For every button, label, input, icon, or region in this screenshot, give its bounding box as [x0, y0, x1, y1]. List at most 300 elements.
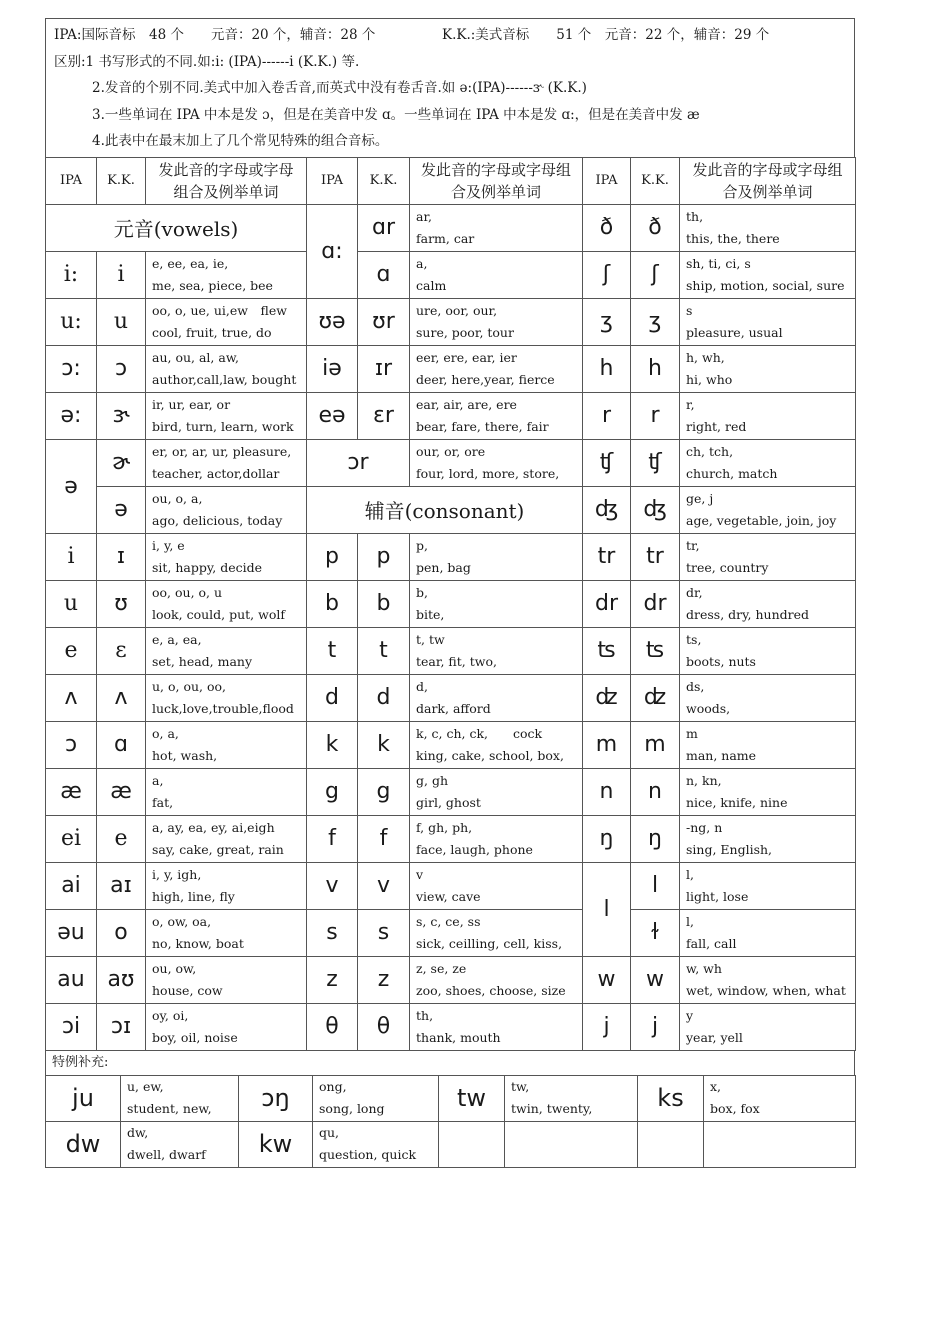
example-cell: [680, 580, 856, 627]
example-cell: [146, 627, 307, 674]
example-words: this, the, there: [686, 230, 780, 246]
ipa-symbol: ɔi: [46, 1003, 97, 1050]
ipa-symbol: e: [46, 627, 97, 674]
example-words: cool, fruit, true, do: [152, 324, 272, 340]
example-words: question, quick: [319, 1147, 417, 1162]
ipa-symbol: ɔ:: [46, 345, 97, 392]
example-cell: [505, 1075, 638, 1121]
example-words: bite,: [416, 606, 445, 622]
kk-symbol: ð: [631, 204, 680, 251]
letter-combos: er, or, ar, ur, pleasure,: [152, 443, 292, 459]
letter-combos: oo, o, ue, ui,ew flew: [152, 302, 287, 318]
example-words: ship, motion, social, sure: [686, 277, 845, 293]
example-words: tear, fit, two,: [416, 653, 497, 669]
example-words: bear, fare, there, fair: [416, 418, 549, 434]
letter-combos: a,: [416, 255, 428, 271]
example-words: tree, country: [686, 559, 769, 575]
kk-symbol: ŋ: [631, 815, 680, 862]
ipa-symbol: j: [583, 1003, 631, 1050]
example-cell: [146, 862, 307, 909]
example-words: set, head, many: [152, 653, 253, 669]
ipa-symbol: h: [583, 345, 631, 392]
table-row: [46, 768, 856, 815]
example-words: wet, window, when, what: [686, 982, 846, 998]
example-cell: [146, 439, 307, 486]
example-words: light, lose: [686, 888, 749, 904]
combo-symbol: ju: [46, 1075, 121, 1121]
example-cell: [410, 627, 583, 674]
ipa-symbol: g: [307, 768, 358, 815]
example-cell: [410, 392, 583, 439]
example-words: four, lord, more, store,: [416, 465, 560, 481]
empty-cell: [704, 1121, 856, 1167]
letter-combos: our, or, ore: [416, 443, 486, 459]
letter-combos: au, ou, al, aw,: [152, 349, 240, 365]
intro-notes: [45, 18, 855, 157]
table-row: [46, 909, 856, 956]
example-cell: [146, 345, 307, 392]
letter-combos: ear, air, are, ere: [416, 396, 517, 412]
ipa-symbol: θ: [307, 1003, 358, 1050]
example-cell: [410, 862, 583, 909]
letter-combos: a, ay, ea, ey, ai,eigh: [152, 819, 275, 835]
table-row: [46, 580, 856, 627]
example-cell: [410, 298, 583, 345]
kk-symbol: ə: [97, 486, 146, 533]
kk-symbol: ʦ: [631, 627, 680, 674]
letter-combos: -ng, n: [686, 819, 723, 835]
letter-combos: ds,: [686, 678, 705, 694]
example-words: year, yell: [686, 1029, 743, 1045]
kk-symbol: o: [97, 909, 146, 956]
kk-symbol: v: [358, 862, 410, 909]
header-kk: K.K.: [97, 157, 146, 204]
kk-symbol: e: [97, 815, 146, 862]
ipa-symbol: tr: [583, 533, 631, 580]
letter-combos: m: [686, 725, 698, 741]
kk-symbol: ʊr: [358, 298, 410, 345]
example-words: hot, wash,: [152, 747, 218, 763]
ipa-symbol: ʤ: [583, 486, 631, 533]
letter-combos: h, wh,: [686, 349, 725, 365]
table-row: [46, 439, 856, 486]
table-row: [46, 956, 856, 1003]
table-row: [46, 392, 856, 439]
kk-symbol: ʣ: [631, 674, 680, 721]
example-cell: [680, 1003, 856, 1050]
letter-combos: ar,: [416, 208, 433, 224]
ipa-symbol: əu: [46, 909, 97, 956]
kk-symbol: n: [631, 768, 680, 815]
kk-summary: K.K.:美式音标 51 个 元音：22 个，辅音：29 个: [441, 27, 770, 43]
kk-symbol: dr: [631, 580, 680, 627]
kk-symbol: w: [631, 956, 680, 1003]
ipa-symbol: t: [307, 627, 358, 674]
example-words: sure, poor, tour: [416, 324, 514, 340]
phonetic-chart: [45, 18, 855, 1168]
kk-symbol: b: [358, 580, 410, 627]
example-words: boots, nuts: [686, 653, 756, 669]
letter-combos: x,: [710, 1079, 722, 1094]
kk-symbol: m: [631, 721, 680, 768]
example-words: boy, oil, noise: [152, 1029, 238, 1045]
ipa-symbol: ʊə: [307, 298, 358, 345]
letter-combos: e, ee, ea, ie,: [152, 255, 229, 271]
combo-symbol: ks: [638, 1075, 704, 1121]
example-words: woods,: [686, 700, 731, 716]
kk-symbol: ɚ: [97, 439, 146, 486]
ipa-symbol: ɑ:: [307, 204, 358, 298]
example-words: pen, bag: [416, 559, 471, 575]
example-cell: [410, 251, 583, 298]
letter-combos: v: [416, 866, 424, 882]
table-row: [46, 251, 856, 298]
letter-combos: ou, ow,: [152, 960, 197, 976]
letter-combos: oo, ou, o, u: [152, 584, 223, 600]
ipa-symbol: ð: [583, 204, 631, 251]
example-cell: [410, 815, 583, 862]
letter-combos: u, ew,: [127, 1079, 164, 1094]
combo-symbol: ɔŋ: [239, 1075, 313, 1121]
ipa-symbol: m: [583, 721, 631, 768]
ipa-symbol: ʌ: [46, 674, 97, 721]
example-cell: [146, 392, 307, 439]
letter-combos: s, c, ce, ss: [416, 913, 481, 929]
supplement-table: [45, 1075, 856, 1168]
kk-symbol: ʊ: [97, 580, 146, 627]
example-words: box, fox: [710, 1101, 760, 1116]
kk-symbol: tr: [631, 533, 680, 580]
letter-combos: o, ow, oa,: [152, 913, 212, 929]
letter-combos: oy, oi,: [152, 1007, 189, 1023]
ipa-symbol: u:: [46, 298, 97, 345]
ipa-symbol: r: [583, 392, 631, 439]
example-cell: [146, 956, 307, 1003]
ipa-symbol: æ: [46, 768, 97, 815]
table-header-row: [46, 157, 856, 204]
example-words: twin, twenty,: [511, 1101, 593, 1116]
example-cell: [680, 298, 856, 345]
letter-combos: i, y, igh,: [152, 866, 202, 882]
letter-combos: ts,: [686, 631, 702, 647]
example-words: sick, ceilling, cell, kiss,: [416, 935, 563, 951]
example-cell: [680, 768, 856, 815]
example-cell: [680, 392, 856, 439]
consonant-section-title: 辅音(consonant): [307, 486, 583, 533]
ipa-symbol: ʧ: [583, 439, 631, 486]
ipa-symbol: d: [307, 674, 358, 721]
example-words: nice, knife, nine: [686, 794, 788, 810]
example-words: fall, call: [686, 935, 737, 951]
ipa-symbol: z: [307, 956, 358, 1003]
example-words: ago, delicious, today: [152, 512, 283, 528]
ipa-symbol: b: [307, 580, 358, 627]
kk-symbol: s: [358, 909, 410, 956]
letter-combos: g, gh: [416, 772, 449, 788]
letter-combos: ch, tch,: [686, 443, 734, 459]
table-row: [46, 204, 856, 251]
example-cell: [410, 956, 583, 1003]
table-row: [46, 627, 856, 674]
example-cell: [704, 1075, 856, 1121]
letter-combos: t, tw: [416, 631, 445, 647]
ipa-symbol: i:: [46, 251, 97, 298]
ipa-summary: IPA:国际音标 48 个 元音：20 个，辅音：28 个: [54, 27, 376, 43]
letter-combos: dr,: [686, 584, 703, 600]
letter-combos: a,: [152, 772, 164, 788]
letter-combos: o, a,: [152, 725, 179, 741]
example-cell: [121, 1075, 239, 1121]
letter-combos: th,: [686, 208, 704, 224]
ipa-symbol: ə:: [46, 392, 97, 439]
kk-symbol: ʤ: [631, 486, 680, 533]
ipa-symbol: f: [307, 815, 358, 862]
example-cell: [410, 533, 583, 580]
example-cell: [410, 439, 583, 486]
letter-combos: d,: [416, 678, 428, 694]
example-words: no, know, boat: [152, 935, 244, 951]
example-cell: [410, 768, 583, 815]
example-words: deer, here,year, fierce: [416, 371, 555, 387]
letter-combos: e, a, ea,: [152, 631, 202, 647]
ipa-symbol: ʒ: [583, 298, 631, 345]
kk-symbol: ɑ: [358, 251, 410, 298]
kk-symbol: ɔɪ: [97, 1003, 146, 1050]
ipa-symbol: l: [583, 862, 631, 956]
kk-symbol: d: [358, 674, 410, 721]
kk-symbol: ɫ: [631, 909, 680, 956]
letter-combos: sh, ti, ci, s: [686, 255, 751, 271]
combo-symbol: dw: [46, 1121, 121, 1167]
example-words: bird, turn, learn, work: [152, 418, 294, 434]
example-words: high, line, fly: [152, 888, 235, 904]
kk-symbol: ɔ: [97, 345, 146, 392]
example-words: me, sea, piece, bee: [152, 277, 273, 293]
example-cell: [410, 1003, 583, 1050]
example-words: sing, English,: [686, 841, 773, 857]
ipa-symbol: ə: [46, 439, 97, 533]
letter-combos: y: [686, 1007, 694, 1023]
ipa-symbol: ʃ: [583, 251, 631, 298]
example-cell: [410, 721, 583, 768]
ipa-symbol: p: [307, 533, 358, 580]
example-words: student, new,: [127, 1101, 212, 1116]
example-words: calm: [416, 277, 447, 293]
example-words: view, cave: [416, 888, 481, 904]
example-words: fat,: [152, 794, 174, 810]
kk-symbol: i: [97, 251, 146, 298]
example-words: face, laugh, phone: [416, 841, 533, 857]
table-row: [46, 533, 856, 580]
kk-symbol: ʃ: [631, 251, 680, 298]
kk-symbol: j: [631, 1003, 680, 1050]
vowels-section-title: 元音(vowels): [46, 204, 307, 251]
intro-line-5: 4.此表中在最末加上了几个常见特殊的组合音标。: [92, 133, 389, 149]
table-row: [46, 721, 856, 768]
ipa-symbol: ɔ: [46, 721, 97, 768]
header-examples: 发此音的字母或字母组 合及例举单词: [410, 157, 583, 204]
kk-symbol: ɛr: [358, 392, 410, 439]
ipa-symbol: n: [583, 768, 631, 815]
example-cell: [146, 768, 307, 815]
example-cell: [313, 1075, 439, 1121]
example-cell: [146, 1003, 307, 1050]
kk-symbol: ɪr: [358, 345, 410, 392]
letter-combos: eer, ere, ear, ier: [416, 349, 517, 365]
letter-combos: ou, o, a,: [152, 490, 203, 506]
example-words: right, red: [686, 418, 747, 434]
table-row: [46, 862, 856, 909]
example-words: song, long: [319, 1101, 385, 1116]
example-words: king, cake, school, box,: [416, 747, 564, 763]
ipa-symbol: s: [307, 909, 358, 956]
example-cell: [121, 1121, 239, 1167]
example-cell: [410, 580, 583, 627]
example-words: teacher, actor,dollar: [152, 465, 280, 481]
letter-combos: p,: [416, 537, 428, 553]
letter-combos: s: [686, 302, 693, 318]
kk-symbol: θ: [358, 1003, 410, 1050]
example-cell: [680, 721, 856, 768]
example-words: church, match: [686, 465, 778, 481]
example-cell: [410, 674, 583, 721]
table-row: [46, 486, 856, 533]
example-cell: [680, 674, 856, 721]
example-words: age, vegetable, join, joy: [686, 512, 837, 528]
ipa-symbol: eə: [307, 392, 358, 439]
combo-symbol: kw: [239, 1121, 313, 1167]
letter-combos: w, wh: [686, 960, 722, 976]
kk-symbol: u: [97, 298, 146, 345]
letter-combos: ure, oor, our,: [416, 302, 498, 318]
table-row: [46, 345, 856, 392]
kk-symbol: k: [358, 721, 410, 768]
intro-line-4: 3.一些单词在 IPA 中本是发 ɔ，但是在美音中发 ɑ。一些单词在 IPA 中本是发 ɑ:，但是在美音中发 æ: [92, 106, 700, 123]
header-ipa: IPA: [307, 157, 358, 204]
letter-combos: u, o, ou, oo,: [152, 678, 227, 694]
kk-symbol: h: [631, 345, 680, 392]
table-row: [46, 674, 856, 721]
kk-symbol: ʌ: [97, 674, 146, 721]
empty-cell: [439, 1121, 505, 1167]
kk-symbol: f: [358, 815, 410, 862]
empty-cell: [638, 1121, 704, 1167]
example-cell: [146, 909, 307, 956]
example-cell: [410, 204, 583, 251]
example-cell: [146, 486, 307, 533]
example-cell: [146, 580, 307, 627]
example-cell: [146, 674, 307, 721]
letter-combos: z, se, ze: [416, 960, 467, 976]
phonetic-table: [45, 157, 856, 1051]
letter-combos: dw,: [127, 1125, 149, 1140]
letter-combos: i, y, e: [152, 537, 185, 553]
letter-combos: tr,: [686, 537, 700, 553]
ipa-symbol: i: [46, 533, 97, 580]
example-cell: [146, 251, 307, 298]
kk-symbol: g: [358, 768, 410, 815]
ipa-symbol: ŋ: [583, 815, 631, 862]
example-cell: [680, 815, 856, 862]
letter-combos: qu,: [319, 1125, 340, 1140]
intro-line-2: 区别:1 书写形式的不同.如:i: (IPA)------i (K.K.) 等.: [54, 53, 360, 70]
combo-symbol: tw: [439, 1075, 505, 1121]
example-cell: [146, 721, 307, 768]
letter-combos: l,: [686, 913, 694, 929]
example-words: thank, mouth: [416, 1029, 501, 1045]
kk-symbol: aɪ: [97, 862, 146, 909]
kk-symbol: z: [358, 956, 410, 1003]
ipa-symbol: ei: [46, 815, 97, 862]
example-cell: [146, 298, 307, 345]
example-words: author,call,law, bought: [152, 371, 297, 387]
ipa-symbol: au: [46, 956, 97, 1003]
intro-line-3: 2.发音的个别不同.美式中加入卷舌音,而英式中没有卷舌音.如 ə:(IPA)------ɝ (K.K.): [92, 80, 587, 96]
letter-combos: f, gh, ph,: [416, 819, 473, 835]
letter-combos: l,: [686, 866, 694, 882]
letter-combos: k, c, ch, ck, cock: [416, 725, 543, 741]
example-cell: [680, 909, 856, 956]
example-cell: [313, 1121, 439, 1167]
example-words: farm, car: [416, 230, 475, 246]
kk-symbol: aʊ: [97, 956, 146, 1003]
kk-symbol: p: [358, 533, 410, 580]
ipa-symbol: k: [307, 721, 358, 768]
kk-symbol: t: [358, 627, 410, 674]
kk-symbol: ɑ: [97, 721, 146, 768]
ipa-symbol: v: [307, 862, 358, 909]
letter-combos: ge, j: [686, 490, 714, 506]
supplement-row: [46, 1121, 856, 1167]
example-cell: [680, 627, 856, 674]
intro-line-1: [54, 22, 846, 49]
header-ipa: IPA: [583, 157, 631, 204]
letter-combos: ong,: [319, 1079, 347, 1094]
letter-combos: n, kn,: [686, 772, 722, 788]
example-words: look, could, put, wolf: [152, 606, 285, 622]
table-row: [46, 815, 856, 862]
example-cell: [410, 909, 583, 956]
kk-symbol: ʒ: [631, 298, 680, 345]
example-cell: [680, 486, 856, 533]
example-words: zoo, shoes, choose, size: [416, 982, 566, 998]
header-ipa: IPA: [46, 157, 97, 204]
ipa-symbol: u: [46, 580, 97, 627]
table-row: [46, 298, 856, 345]
example-cell: [410, 345, 583, 392]
header-kk: K.K.: [631, 157, 680, 204]
example-words: pleasure, usual: [686, 324, 783, 340]
letter-combos: th,: [416, 1007, 434, 1023]
supplement-label: 特例补充:: [45, 1051, 855, 1075]
example-cell: [680, 956, 856, 1003]
header-examples: 发此音的字母或字母 组合及例举单词: [146, 157, 307, 204]
letter-combos: b,: [416, 584, 428, 600]
ipa-symbol: ʣ: [583, 674, 631, 721]
ipa-symbol: iə: [307, 345, 358, 392]
example-words: girl, ghost: [416, 794, 481, 810]
example-words: say, cake, great, rain: [152, 841, 284, 857]
example-cell: [146, 533, 307, 580]
supplement-row: [46, 1075, 856, 1121]
example-words: dress, dry, hundred: [686, 606, 810, 622]
example-cell: [680, 862, 856, 909]
kk-symbol: ɝ: [97, 392, 146, 439]
table-row: [46, 1003, 856, 1050]
kk-symbol: æ: [97, 768, 146, 815]
ipa-symbol: ɔr: [307, 439, 410, 486]
example-words: dwell, dwarf: [127, 1147, 206, 1162]
